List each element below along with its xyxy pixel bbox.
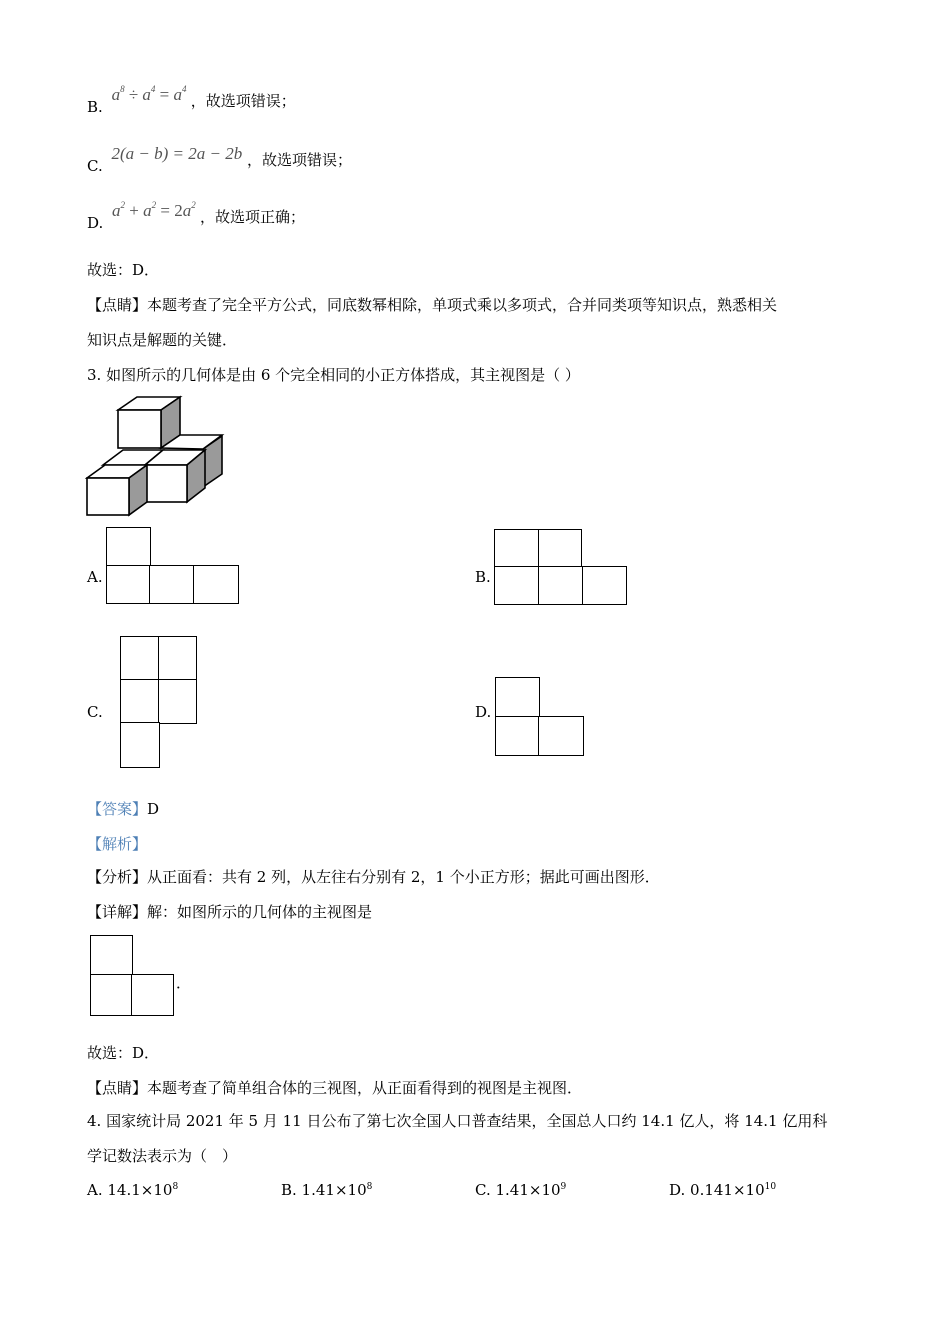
q4-option-b[interactable]	[281, 1181, 372, 1199]
comment-c: ，故选项错误；	[247, 151, 353, 169]
option-text: C. 1.41×10	[475, 1181, 561, 1199]
q4-option-a[interactable]	[87, 1181, 178, 1199]
q4-option-d[interactable]	[669, 1181, 776, 1199]
cube-figure	[85, 395, 230, 520]
option-exponent: 9	[560, 1182, 567, 1192]
formula-b: $a^8 \div a^4 = a^4$	[111, 84, 187, 104]
question-4-line-2: 学记数法表示为（ ）	[87, 1147, 238, 1165]
option-text: B. 1.41×10	[281, 1181, 367, 1199]
answer-tag: 【答案】	[87, 800, 148, 818]
option-text: D. 0.141×10	[669, 1181, 765, 1199]
option-text: A. 14.1×10	[87, 1181, 173, 1199]
formula-d: $a^2 + a^2 = 2a^2$	[112, 200, 196, 220]
comment-line-2: 知识点是解题的关键．	[87, 331, 238, 349]
option-b-label[interactable]: B.	[475, 568, 491, 586]
analysis-text: 【分析】从正面看：共有 2 列，从左往右分别有 2，1 个小正方形；据此可画出图形．	[87, 868, 660, 886]
solution-line-d	[87, 200, 305, 232]
solution-line-b	[87, 84, 296, 116]
q4-option-c[interactable]	[475, 1181, 566, 1199]
option-label: C.	[87, 157, 103, 175]
answer-value: D	[147, 800, 160, 818]
formula-c: 2(a − b) = 2a − 2b	[111, 144, 243, 163]
option-label: B.	[87, 98, 103, 116]
comment-b: ，故选项错误；	[190, 92, 296, 110]
option-exponent: 10	[764, 1182, 777, 1192]
q3-comment: 【点睛】本题考查了简单组合体的三视图，从正面看得到的视图是主视图．	[87, 1079, 583, 1097]
detail-text: 【详解】解：如图所示的几何体的主视图是	[87, 903, 373, 921]
comment-d: ，故选项正确；	[199, 208, 305, 226]
question-3-text: 3. 如图所示的几何体是由 6 个完全相同的小正方体搭成，其主视图是（ ）	[87, 366, 580, 384]
comment-line-1: 【点睛】本题考查了完全平方公式，同底数幂相除，单项式乘以多项式，合并同类项等知识点，熟悉相关	[87, 296, 778, 314]
analysis-tag: 【解析】	[87, 835, 148, 853]
figure-period: ．	[176, 974, 192, 992]
answer-line	[87, 798, 159, 819]
option-label: D.	[87, 214, 104, 232]
q3-choice-line: 故选：D．	[87, 1044, 160, 1062]
choice-line: 故选：D．	[87, 261, 160, 279]
option-c-label[interactable]: C.	[87, 703, 103, 721]
option-exponent: 8	[172, 1182, 179, 1192]
option-a-label[interactable]: A.	[87, 568, 103, 586]
option-exponent: 8	[366, 1182, 373, 1192]
option-d-label[interactable]: D.	[475, 703, 492, 721]
question-4-line-1: 4. 国家统计局 2021 年 5 月 11 日公布了第七次全国人口普查结果，全国总人口约 14.1 亿人，将 14.1 亿用科	[87, 1112, 828, 1130]
solution-line-c	[87, 143, 353, 175]
